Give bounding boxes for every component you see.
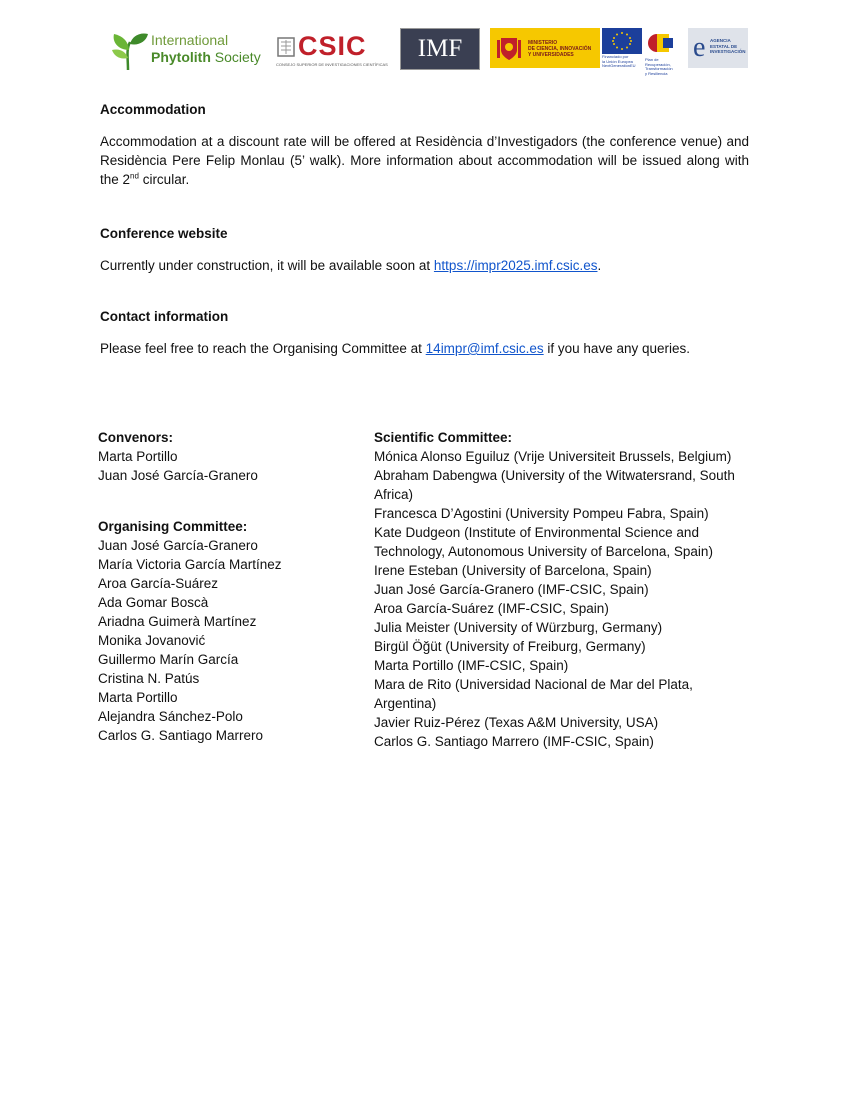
accommodation-heading: Accommodation: [100, 102, 206, 117]
list-item: Guillermo Marín García: [98, 652, 239, 667]
aei-e-mark-icon: e: [693, 32, 706, 63]
convenors-heading: Convenors:: [98, 430, 174, 445]
list-item: María Victoria García Martínez: [98, 557, 282, 572]
aei-logo: [688, 28, 748, 68]
right-column: [374, 428, 754, 751]
eu-text: Financiado por la Unión Europea NextGenerationEU: [602, 54, 636, 68]
imf-wordmark: IMF: [417, 35, 463, 62]
main-content: [100, 100, 749, 358]
contact-heading: Contact information: [100, 309, 229, 324]
list-item: Juan José García-Granero (IMF-CSIC, Spain): [374, 582, 649, 597]
prtr-logo: [643, 28, 685, 76]
list-item: Marta Portillo (IMF-CSIC, Spain): [374, 658, 569, 673]
ips-logo: [108, 28, 268, 72]
eu-flag-icon: [602, 28, 642, 54]
eu-logo: [602, 28, 642, 68]
accommodation-paragraph: Accommodation at a discount rate will be offered at Residència d’Investigadors (the conference venue) and Residència Pere Felip Monlau (5’ walk). More information about accommodation will be issued along with the 2nd circular.: [100, 134, 749, 187]
list-item: Juan José García-Granero: [98, 468, 258, 483]
spain-shield-icon: [496, 34, 522, 62]
csic-subtitle: CONSEJO SUPERIOR DE INVESTIGACIONES CIENTÍFICAS: [276, 62, 388, 67]
list-item: Cristina N. Patús: [98, 671, 200, 686]
list-item: Carlos G. Santiago Marrero (IMF-CSIC, Spain): [374, 734, 654, 749]
ips-line2: Phytolith Society: [151, 49, 261, 65]
organising-heading: Organising Committee:: [98, 519, 248, 534]
list-item: Francesca D’Agostini (University Pompeu Fabra, Spain): [374, 506, 709, 521]
convenors-list: [98, 447, 358, 485]
website-link[interactable]: https://impr2025.imf.csic.es: [433, 258, 598, 273]
logo-header: [108, 28, 750, 76]
prtr-text: Plan de Recuperación, Transformación y Resiliencia: [645, 57, 673, 76]
csic-logo: [276, 28, 388, 72]
list-item: Kate Dudgeon (Institute of Environmental Science and Technology, Autonomous University of Barcelona, Spain): [374, 525, 713, 559]
list-item: Carlos G. Santiago Marrero: [98, 728, 264, 743]
csic-wordmark: CSIC: [298, 31, 367, 61]
list-item: Mónica Alonso Eguiluz (Vrije Universiteit Brussels, Belgium): [374, 449, 732, 464]
list-item: Mara de Rito (Universidad Nacional de Mar del Plata, Argentina): [374, 677, 693, 711]
list-item: Javier Ruiz-Pérez (Texas A&M University, USA): [374, 715, 659, 730]
website-heading: Conference website: [100, 226, 228, 241]
list-item: Irene Esteban (University of Barcelona, Spain): [374, 563, 652, 578]
leaf-icon: [108, 30, 152, 72]
prtr-mark-icon: [643, 28, 685, 58]
list-item: Aroa García-Suárez (IMF-CSIC, Spain): [374, 601, 609, 616]
contact-paragraph: Please feel free to reach the Organising Committee at 14impr@imf.csic.es if you have any queries.: [100, 341, 690, 356]
list-item: Ariadna Guimerà Martínez: [98, 614, 257, 629]
ministry-text: MINISTERIO DE CIENCIA, INNOVACIÓN Y UNIVERSIDADES: [528, 40, 592, 58]
scientific-heading: Scientific Committee:: [374, 430, 513, 445]
list-item: Aroa García-Suárez: [98, 576, 219, 591]
list-item: Marta Portillo: [98, 690, 178, 705]
organising-list: [98, 536, 358, 745]
aei-text: AGENCIA ESTATAL DE INVESTIGACIÓN: [710, 38, 746, 54]
imf-logo: [400, 28, 480, 70]
website-paragraph: Currently under construction, it will be available soon at https://impr2025.imf.csic.es.: [100, 258, 602, 273]
list-item: Marta Portillo: [98, 449, 178, 464]
list-item: Birgül Öğüt (University of Freiburg, Germany): [374, 639, 646, 654]
ips-line1: International: [151, 32, 229, 48]
list-item: Monika Jovanović: [98, 633, 206, 648]
contact-email-link[interactable]: 14impr@imf.csic.es: [425, 341, 544, 356]
csic-seal-icon: [276, 36, 296, 58]
list-item: Ada Gomar Boscà: [98, 595, 209, 610]
ministry-logo: [490, 28, 600, 68]
left-column: [98, 428, 358, 745]
list-item: Alejandra Sánchez-Polo: [98, 709, 243, 724]
list-item: Julia Meister (University of Würzburg, Germany): [374, 620, 663, 635]
list-item: Abraham Dabengwa (University of the Witwatersrand, South Africa): [374, 468, 735, 502]
scientific-list: [374, 447, 754, 751]
list-item: Juan José García-Granero: [98, 538, 258, 553]
